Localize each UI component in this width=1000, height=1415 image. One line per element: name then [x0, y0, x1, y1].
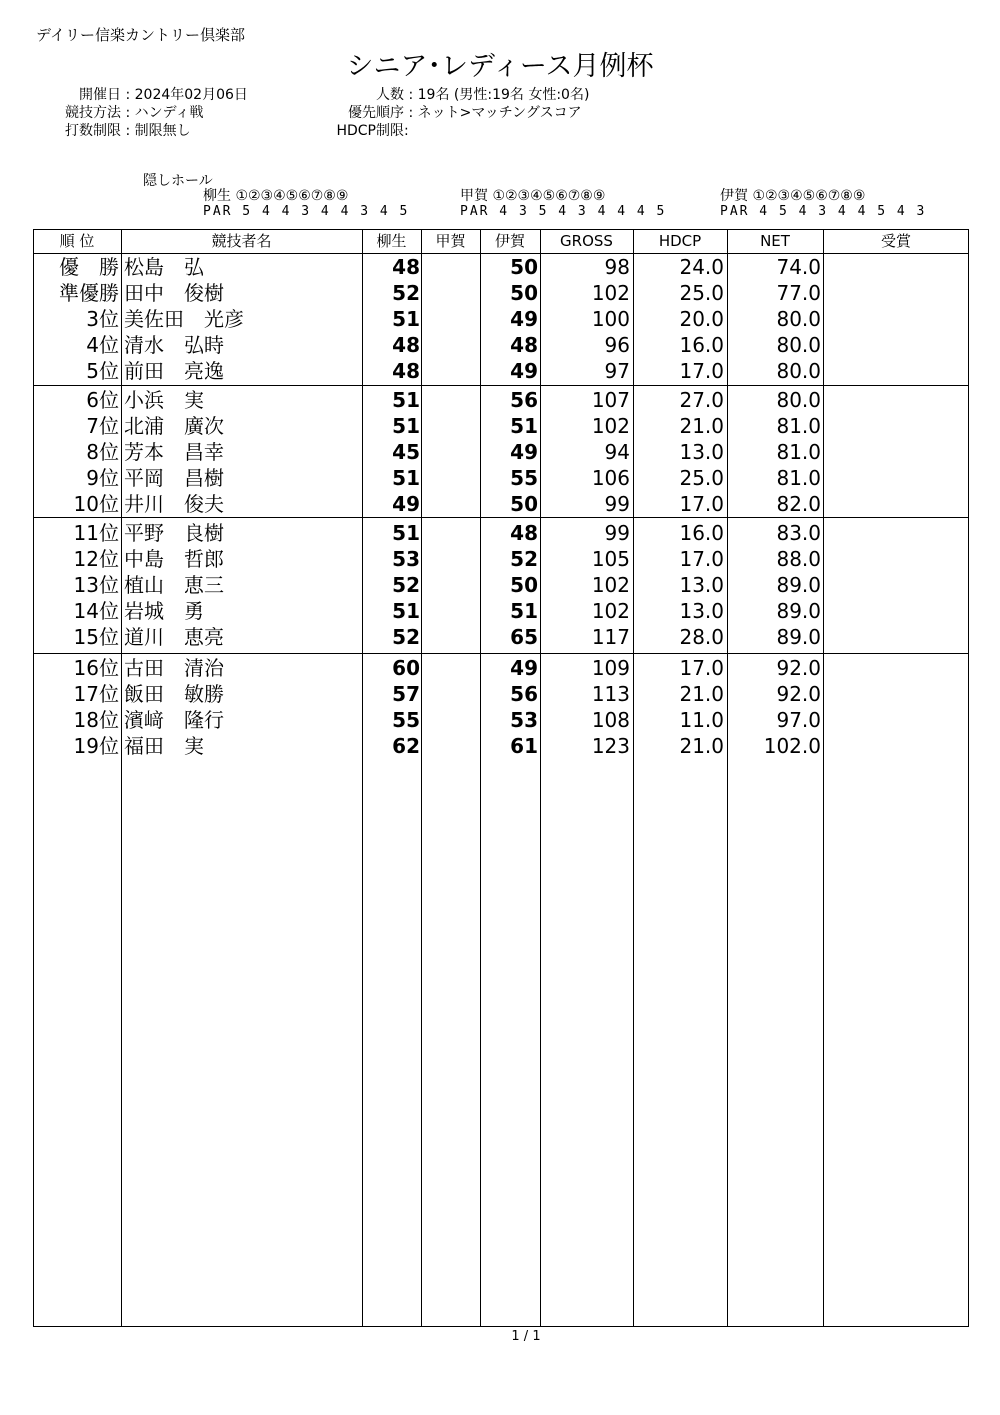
cell-name: 飯田 敏勝: [124, 682, 224, 706]
cell-name: 田中 俊樹: [124, 281, 224, 305]
table-row: [33, 358, 969, 384]
hidden-hole-course-3: [720, 188, 926, 220]
cell-gross: 102: [591, 599, 630, 623]
cell-net: 80.0: [776, 307, 821, 331]
cell-yagyu: 48: [392, 333, 420, 357]
info-priority: 優先順序 : ネット>マッチングスコア: [312, 104, 589, 122]
cell-name: 中島 哲郎: [124, 547, 224, 571]
info-label: 優先順序: [348, 105, 404, 121]
event-info-left: [48, 86, 248, 140]
cell-net: 88.0: [776, 547, 821, 571]
cell-name: 福田 実: [124, 734, 204, 758]
info-label: 競技方法: [65, 105, 121, 121]
table-row: [33, 598, 969, 624]
cell-hdcp: 21.0: [679, 414, 724, 438]
info-label: 打数制限: [65, 123, 121, 139]
cell-iga: 49: [510, 359, 538, 383]
info-date: 開催日 : 2024年02月06日: [48, 86, 248, 104]
cell-yagyu: 53: [392, 547, 420, 571]
cell-net: 97.0: [776, 708, 821, 732]
cell-iga: 51: [510, 414, 538, 438]
cell-iga: 53: [510, 708, 538, 732]
par-list: PAR 4 5 4 3 4 4 5 4 3: [720, 204, 927, 219]
cell-name: 清水 弘時: [124, 333, 224, 357]
cell-net: 102.0: [763, 734, 821, 758]
cell-net: 81.0: [776, 414, 821, 438]
cell-hdcp: 28.0: [679, 625, 724, 649]
cell-name: 小浜 実: [124, 388, 204, 412]
cell-yagyu: 51: [392, 466, 420, 490]
cell-rank: 12位: [73, 547, 119, 571]
cell-iga: 49: [510, 307, 538, 331]
par-list: PAR 4 3 5 4 3 4 4 4 5: [460, 204, 667, 219]
cell-gross: 109: [591, 656, 630, 680]
cell-name: 岩城 勇: [124, 599, 204, 623]
cell-rank: 13位: [73, 573, 119, 597]
cell-net: 77.0: [776, 281, 821, 305]
table-row: [33, 707, 969, 733]
cell-iga: 51: [510, 599, 538, 623]
cell-name: 平野 良樹: [124, 521, 224, 545]
cell-yagyu: 52: [392, 625, 420, 649]
cell-name: 北浦 廣次: [124, 414, 224, 438]
table-row: [33, 280, 969, 306]
cell-iga: 56: [510, 682, 538, 706]
info-value: ハンディ戦: [134, 105, 204, 121]
cell-rank: 14位: [73, 599, 119, 623]
cell-yagyu: 48: [392, 359, 420, 383]
group-divider: [33, 653, 969, 654]
cell-iga: 52: [510, 547, 538, 571]
cell-yagyu: 52: [392, 573, 420, 597]
par-list: PAR 5 4 4 3 4 4 3 4 5: [203, 204, 410, 219]
info-method: 競技方法 : ハンディ戦: [48, 104, 248, 122]
hidden-hole-label: 隠しホール: [143, 173, 213, 189]
cell-gross: 106: [591, 466, 630, 490]
club-name: デイリー信楽カントリー倶楽部: [36, 26, 245, 44]
cell-name: 芳本 昌幸: [124, 440, 224, 464]
cell-hdcp: 13.0: [679, 599, 724, 623]
cell-rank: 3位: [86, 307, 119, 331]
cell-hdcp: 21.0: [679, 734, 724, 758]
cell-net: 83.0: [776, 521, 821, 545]
cell-net: 81.0: [776, 440, 821, 464]
cell-net: 80.0: [776, 388, 821, 412]
hidden-hole-course-2: [460, 188, 666, 220]
cell-name: 植山 恵三: [124, 573, 224, 597]
cell-hdcp: 17.0: [679, 492, 724, 516]
info-label: HDCP制限: [336, 123, 404, 139]
page-number: 1 / 1: [511, 1329, 541, 1344]
column-header-net: NET: [760, 232, 790, 250]
cell-yagyu: 62: [392, 734, 420, 758]
cell-gross: 108: [591, 708, 630, 732]
cell-gross: 96: [604, 333, 630, 357]
hole-numbers: ①②③④⑤⑥⑦⑧⑨: [752, 188, 866, 204]
course-name: 甲賀: [460, 188, 488, 204]
course-name: 柳生: [203, 188, 231, 204]
hole-numbers: ①②③④⑤⑥⑦⑧⑨: [235, 188, 349, 204]
cell-name: 濱﨑 隆行: [124, 708, 224, 732]
cell-gross: 123: [591, 734, 630, 758]
cell-rank: 7位: [86, 414, 119, 438]
hidden-hole-course-1: [203, 188, 409, 220]
cell-gross: 113: [591, 682, 630, 706]
column-header-hdcp: HDCP: [658, 232, 702, 250]
cell-net: 80.0: [776, 333, 821, 357]
cell-name: 前田 亮逸: [124, 359, 224, 383]
cell-hdcp: 13.0: [679, 440, 724, 464]
cell-gross: 98: [604, 255, 630, 279]
cell-net: 92.0: [776, 682, 821, 706]
table-row: [33, 254, 969, 280]
cell-gross: 117: [591, 625, 630, 649]
hole-numbers: ①②③④⑤⑥⑦⑧⑨: [492, 188, 606, 204]
info-hdcp-limit: HDCP制限:: [312, 122, 589, 140]
cell-yagyu: 48: [392, 255, 420, 279]
cell-net: 80.0: [776, 359, 821, 383]
course-name: 伊賀: [720, 188, 748, 204]
cell-rank: 15位: [73, 625, 119, 649]
cell-hdcp: 21.0: [679, 682, 724, 706]
cell-rank: 11位: [73, 521, 119, 545]
cell-gross: 105: [591, 547, 630, 571]
cell-rank: 6位: [86, 388, 119, 412]
cell-iga: 55: [510, 466, 538, 490]
cell-rank: 10位: [73, 492, 119, 516]
cell-hdcp: 25.0: [679, 281, 724, 305]
column-header-koka: 甲賀: [435, 232, 466, 250]
cell-yagyu: 51: [392, 388, 420, 412]
cell-yagyu: 45: [392, 440, 420, 464]
cell-gross: 102: [591, 573, 630, 597]
table-row: [33, 572, 969, 598]
info-value: ネット>マッチングスコア: [417, 105, 582, 121]
info-label: 人数: [376, 87, 404, 103]
table-row: [33, 520, 969, 546]
cell-gross: 97: [604, 359, 630, 383]
table-row: [33, 439, 969, 465]
cell-yagyu: 60: [392, 656, 420, 680]
cell-hdcp: 17.0: [679, 656, 724, 680]
cell-hdcp: 17.0: [679, 359, 724, 383]
cell-net: 92.0: [776, 656, 821, 680]
cell-yagyu: 51: [392, 307, 420, 331]
cell-rank: 16位: [73, 656, 119, 680]
cell-rank: 8位: [86, 440, 119, 464]
cell-name: 井川 俊夫: [124, 492, 224, 516]
cell-yagyu: 57: [392, 682, 420, 706]
cell-rank: 準優勝: [59, 281, 119, 305]
cell-gross: 94: [604, 440, 630, 464]
column-header-name: 競技者名: [211, 232, 272, 250]
page-title: シニア･レディース月例杯: [346, 51, 654, 82]
cell-iga: 49: [510, 440, 538, 464]
cell-gross: 99: [604, 492, 630, 516]
cell-name: 美佐田 光彦: [124, 307, 244, 331]
cell-iga: 50: [510, 573, 538, 597]
cell-hdcp: 16.0: [679, 333, 724, 357]
cell-net: 89.0: [776, 573, 821, 597]
table-row: [33, 332, 969, 358]
cell-gross: 99: [604, 521, 630, 545]
column-header-rank: 順 位: [59, 232, 95, 250]
cell-gross: 102: [591, 281, 630, 305]
cell-iga: 56: [510, 388, 538, 412]
table-row: [33, 546, 969, 572]
column-header-iga: 伊賀: [494, 232, 525, 250]
cell-yagyu: 51: [392, 599, 420, 623]
cell-iga: 65: [510, 625, 538, 649]
cell-yagyu: 51: [392, 414, 420, 438]
table-row: [33, 306, 969, 332]
cell-name: 平岡 昌樹: [124, 466, 224, 490]
cell-net: 89.0: [776, 599, 821, 623]
cell-rank: 5位: [86, 359, 119, 383]
cell-hdcp: 16.0: [679, 521, 724, 545]
cell-gross: 107: [591, 388, 630, 412]
cell-hdcp: 25.0: [679, 466, 724, 490]
cell-rank: 19位: [73, 734, 119, 758]
cell-hdcp: 20.0: [679, 307, 724, 331]
cell-iga: 50: [510, 281, 538, 305]
cell-gross: 102: [591, 414, 630, 438]
column-header-yagyu: 柳生: [376, 232, 407, 250]
cell-gross: 100: [591, 307, 630, 331]
cell-name: 古田 清治: [124, 656, 224, 680]
cell-iga: 61: [510, 734, 538, 758]
cell-rank: 優 勝: [59, 255, 119, 279]
cell-hdcp: 17.0: [679, 547, 724, 571]
info-players: 人数 : 19名 (男性:19名 女性:0名): [312, 86, 589, 104]
cell-iga: 50: [510, 492, 538, 516]
table-row: [33, 465, 969, 491]
cell-hdcp: 11.0: [679, 708, 724, 732]
info-value: 制限無し: [134, 123, 191, 139]
info-value: 2024年02月06日: [134, 87, 248, 103]
cell-yagyu: 55: [392, 708, 420, 732]
info-value: 19名 (男性:19名 女性:0名): [417, 87, 590, 103]
table-row: [33, 387, 969, 413]
cell-net: 89.0: [776, 625, 821, 649]
cell-rank: 9位: [86, 466, 119, 490]
cell-iga: 49: [510, 656, 538, 680]
table-row: [33, 655, 969, 681]
info-label: 開催日: [79, 87, 121, 103]
cell-hdcp: 27.0: [679, 388, 724, 412]
cell-yagyu: 52: [392, 281, 420, 305]
group-divider: [33, 517, 969, 518]
info-limit: 打数制限 : 制限無し: [48, 122, 248, 140]
cell-yagyu: 51: [392, 521, 420, 545]
table-row: [33, 491, 969, 517]
cell-name: 道川 恵亮: [124, 625, 224, 649]
table-row: [33, 413, 969, 439]
cell-rank: 4位: [86, 333, 119, 357]
table-row: [33, 681, 969, 707]
group-divider: [33, 385, 969, 386]
cell-iga: 48: [510, 521, 538, 545]
column-header-gross: GROSS: [560, 232, 613, 250]
cell-yagyu: 49: [392, 492, 420, 516]
cell-hdcp: 24.0: [679, 255, 724, 279]
column-header-award: 受賞: [880, 232, 911, 250]
cell-rank: 18位: [73, 708, 119, 732]
event-info-right: [312, 86, 589, 140]
cell-net: 82.0: [776, 492, 821, 516]
cell-net: 81.0: [776, 466, 821, 490]
table-row: [33, 733, 969, 759]
cell-hdcp: 13.0: [679, 573, 724, 597]
table-row: [33, 624, 969, 650]
cell-iga: 50: [510, 255, 538, 279]
cell-net: 74.0: [776, 255, 821, 279]
cell-name: 松島 弘: [124, 255, 204, 279]
cell-iga: 48: [510, 333, 538, 357]
cell-rank: 17位: [73, 682, 119, 706]
